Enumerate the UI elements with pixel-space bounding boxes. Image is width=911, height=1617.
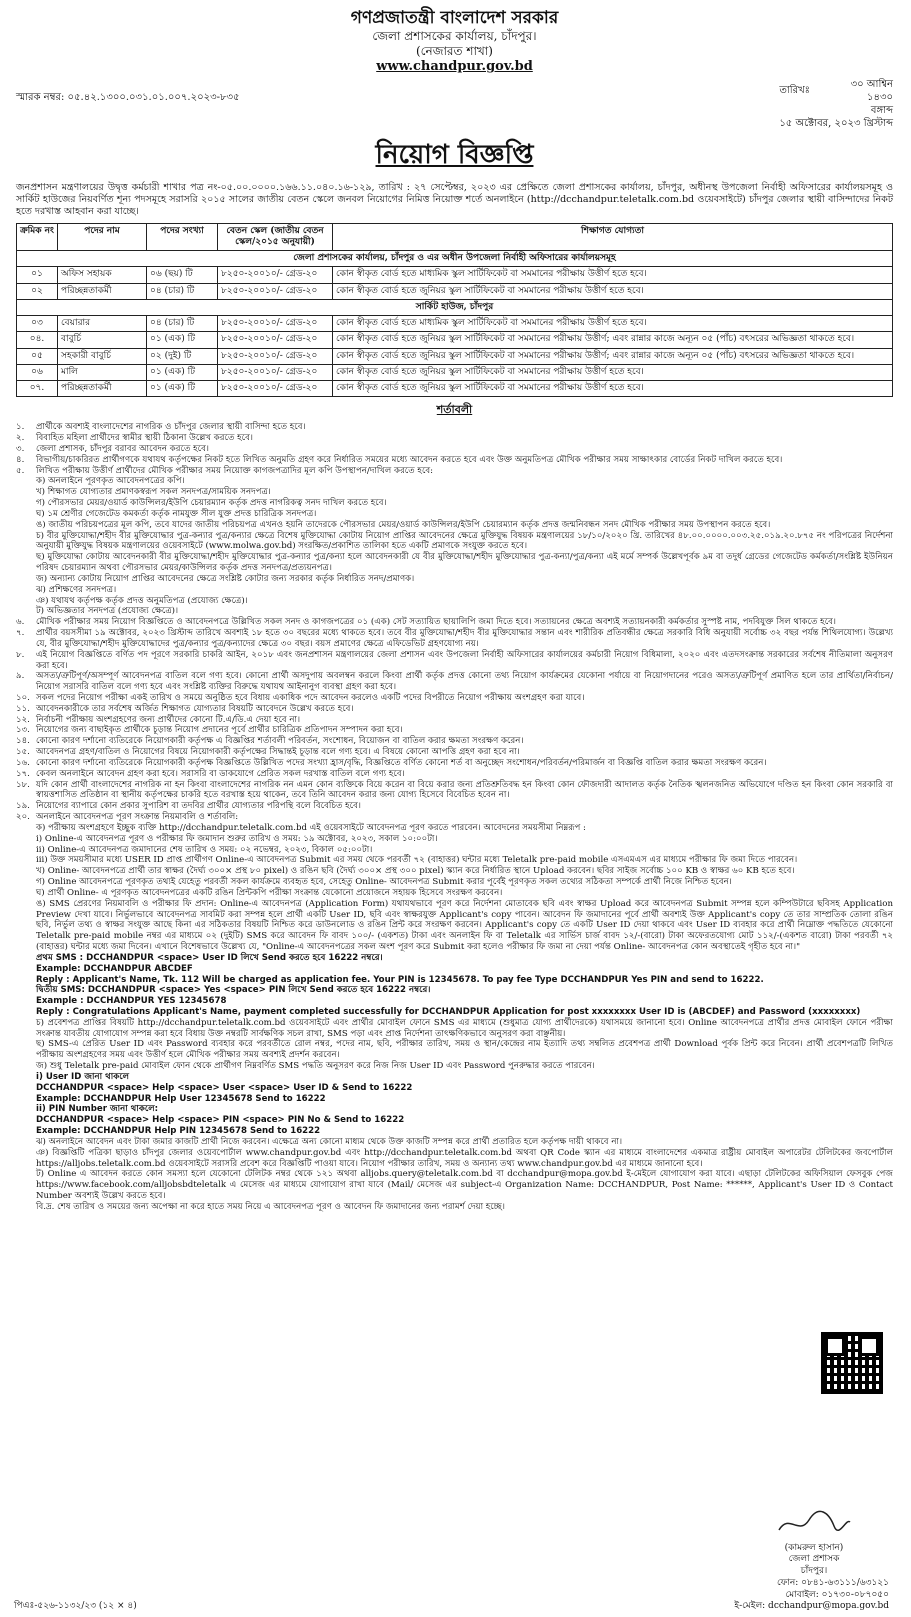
term-number: ১৪. <box>16 736 30 747</box>
office-name: জেলা প্রশাসকের কার্যালয়, চাঁদপুর। <box>372 29 537 44</box>
term-subitem: ঝ) অনলাইনে আবেদন এবং টাকা জমার কাজটি প্রার্থী নিজে করবেন। এক্ষেত্রে অন্য কোনো মাধ্যম থেকে উক্ত কাজটি সম্পন্ন করে প্রার্থী প্রতারিত হলে কর্তৃপক্ষ দায়ী থাকবে না। <box>36 1136 623 1147</box>
date-label: তারিখঃ <box>779 84 810 96</box>
term-text: লিখিত পরীক্ষায় উত্তীর্ণ প্রার্থীদের মৌখিক পরীক্ষার সময় নিয়োক্ত কাগজপত্রাদির মূল কপি উপস্থাপন/দাখিল করতে হবে: <box>36 465 434 476</box>
cell-serial: ০৬ <box>17 364 58 380</box>
term-text: মৌখিক পরীক্ষার সময় নিয়োগ বিজ্ঞপ্তিতে ও আবেদনপত্রে উল্লিখিত সকল সনদ ও কাগজপত্রের ০১ (এক) সেট সত্যায়িত ছায়ালিপি জমা দিতে হবে। সত্যায়নের ক্ষেত্রে অবশ্যই সত্যায়নকারী কর্মকর্তার সুস্পষ্ট নাম, পদবিযুক্ত সিল থাকতে হবে। <box>36 617 837 628</box>
term-text: কেবল অনলাইনে আবেদন গ্রহণ করা হবে। সরাসরি বা ডাকযোগে প্রেরিত সকল দরখাস্ত বাতিল বলে গণ্য হবে। <box>36 768 405 779</box>
cell-post: সহকারী বাবুর্চি <box>58 348 147 364</box>
term-subitem: ছ) SMS-এ প্রেরিত User ID এবং Password ব্যবহার করে পরবর্তীতে রোল নম্বর, পদের নাম, ছবি, পরীক্ষার তারিখ, সময় ও স্থান/কেন্দ্রের নাম ইত্যাদি তথ্য সম্বলিত প্রবেশপত্র প্রার্থী Download পূর্বক প্রিন্ট করে নিবেন। প্রার্থী প্রবেশপত্রটি লিখিত পরীক্ষায় অংশগ্রহণের সময় এবং উত্তীর্ণ হলে মৌখিক পরীক্ষার সময় অবশ্যই প্রদর্শন করবেন। <box>36 1039 893 1061</box>
term-number: ৪. <box>16 454 25 465</box>
term-subitem: ট) Online এ আবেদন করতে কোন সমস্যা হলে যেকোনো টেলিটক নম্বর থেকে ১২১ অথবা alljobs.query@teletalk.com.bd বা dcchandpur@mopa.gov.bd ই-মেইলে যোগাযোগ করা যাবে। এছাড়া টেলিটকের অফিসিয়াল ফেসবুক পেজ https://www.facebook.com/alljobsbdteletalk এ মেসেজ এর মাধ্যমে যোগাযোগ রাখা যাবে (Mail/ মেসেজ এর subject-এ Organization Name: DCCHANDPUR, Post Name: ******, Applicant's User ID ও Contact Number অবশ্যই উল্লেখ করতে হবে। <box>36 1169 893 1202</box>
cell-count: ০৬ (ছয়) টি <box>147 267 218 283</box>
cell-count: ০১ (এক) টি <box>147 364 218 380</box>
cell-qualification: কোন স্বীকৃত বোর্ড হতে জুনিয়র স্কুল সার্টিফিকেট বা সমমানের পরীক্ষায় উত্তীর্ণ হতে হবে। <box>333 283 893 299</box>
sms-instruction: প্রথম SMS : DCCHANDPUR <space> User ID লিখে Send করতে হবে 16222 নম্বরে। <box>36 952 383 963</box>
term-subitem: ট) অভিজ্ঞতার সনদপত্র (প্রযোজ্য ক্ষেত্রে)। <box>36 606 179 617</box>
sms-instruction: Example: DCCHANDPUR ABCDEF <box>36 963 193 974</box>
cell-count: ০১ (এক) টি <box>147 332 218 348</box>
term-subitem: জ) অন্যান্য কোটায় নিয়োগ প্রাপ্তির আবেদনের ক্ষেত্রে সংশ্লিষ্ট কোটার জন্য সরকার কর্তৃক নির্ধারিত সনদ/প্রমাণক। <box>36 573 415 584</box>
term-number: ১৬. <box>16 757 30 768</box>
term-number: ৭. <box>16 628 25 639</box>
term-item <box>16 769 893 780</box>
term-text: কোনো কারণ দর্শানো ব্যতিরেকে নিয়োগকারী কর্তৃপক্ষ এ বিজ্ঞপ্তির শর্তাবলী পরিবর্তন, সংশোধন, বিয়োজন বা বাতিল করার ক্ষমতা সংরক্ষণ করেন। <box>36 736 524 747</box>
cell-qualification: কোন স্বীকৃত বোর্ড হতে মাধ্যমিক স্কুল সার্টিফিকেট বা সমমানের পরীক্ষায় উত্তীর্ণ হতে হবে। <box>333 267 893 283</box>
table-row <box>17 348 893 364</box>
cell-qualification: কোন স্বীকৃত বোর্ড হতে জুনিয়র স্কুল সার্টিফিকেট বা সমমানের পরীক্ষায় উত্তীর্ণ; এবং রান্নার কাজে অন্যূন ০৫ (পাঁচ) বৎসরের অভিজ্ঞতা থাকতে হবে। <box>333 348 893 364</box>
term-text: বিবাহিত মহিলা প্রার্থীদের স্বামীর স্থায়ী ঠিকানা উল্লেখ করতে হবে। <box>36 433 253 444</box>
cell-scale: ৮২৫০-২০০১০/- গ্রেড-২০ <box>218 283 333 299</box>
term-subitem: ঞ) বিজ্ঞপ্তিটি পত্রিকা ছাড়াও চাঁদপুর জেলার ওয়েবপোর্টাল www.chandpur.gov.bd এবং http://dcchandpur.teletalk.com.bd অথবা QR Code স্ক্যান এর মাধ্যমে বাংলাদেশের একমাত্র রাষ্ট্রীয় মোবাইল অপারেটর টেলিটকের জবপোর্টাল https://alljobs.teletalk.com.bd ওয়েবসাইটে সরাসরি প্রবেশ করে বিজ্ঞপ্তিটি পাওয়া যাবে। নিয়োগ পরীক্ষার তারিখ, সময় ও অন্যান্য তথ্য www.chandpur.gov.bd এর মাধ্যমে জানানো হবে। <box>36 1147 893 1169</box>
term-item <box>16 617 893 628</box>
cell-qualification: কোন স্বীকৃত বোর্ড হতে জুনিয়র স্কুল সার্টিফিকেট বা সমমানের পরীক্ষায় উত্তীর্ণ হতে হবে। <box>333 381 893 397</box>
table-row <box>17 267 893 283</box>
intro-paragraph: জনপ্রশাসন মন্ত্রণালয়ের উদ্বৃত্ত কর্মচারী শাখার পত্র নং-০৫.০০.০০০০.১৬৬.১১.০৪০.১৬-১২৯, তারিখ : ২৭ সেপ্টেম্বর, ২০২৩ এর প্রেক্ষিতে জেলা প্রশাসকের কার্যালয়, চাঁদপুর, অধীনস্থ উপজেলা নির্বাহী অফিসারের কার্যালয়সমূহ ও সার্কিট হাউজের নিয়বর্ণিত শূন্য পদসমূহে সরাসরি ২০১৫ সালের জাতীয় বেতন স্কেলে জনবল নিয়োগের নিমিত্ত নিয়োক্ত শর্তে অনলাইনে (http://dcchandpur.teletalk.com.bd ওয়েবসাইটে) চাঁদপুর জেলার স্থায়ী বাসিন্দাদের নিকট হতে দরখাস্ত আহবান করা যাচ্ছে। <box>16 181 893 218</box>
contact-mobile: মোবাইল: ০১৭৩০-০৮৭০৫০ <box>785 1589 889 1600</box>
term-number: ১০. <box>16 692 30 703</box>
signature-icon <box>774 1508 854 1538</box>
header <box>16 8 893 76</box>
website-link[interactable]: www.chandpur.gov.bd <box>376 59 533 75</box>
col-qualification: শিক্ষাগত যোগ্যতা <box>333 223 893 251</box>
cell-scale: ৮২৫০-২০০১০/- গ্রেড-২০ <box>218 348 333 364</box>
term-number: ১৭. <box>16 768 30 779</box>
sms-instruction: Example: DCCHANDPUR Help User 12345678 Send to 16222 <box>36 1093 326 1104</box>
cell-serial: ০৩ <box>17 316 58 332</box>
col-scale: বেতন স্কেল (জাতীয় বেতন স্কেল/২০১৫ অনুযায়ী) <box>218 223 333 251</box>
contact-email: ই-মেইল: dcchandpur@mopa.gov.bd <box>734 1601 889 1612</box>
qr-code-icon <box>821 1332 883 1394</box>
term-subitem: ii) Online-এ আবেদনপত্র জমাদানের শেষ তারিখ ও সময়: ০২ নভেম্বর, ২০২৩, বিকাল ০৫:০০টা। <box>36 844 373 855</box>
term-text: নিয়োগের জন্য বাছাইকৃত প্রার্থীকে চূড়ান্ত নিয়োগ প্রদানের পূর্বে প্রার্থীর চারিত্রিক প্রতিপাদন সম্পাদন করা হবে। <box>36 725 403 736</box>
col-post: পদের নাম <box>58 223 147 251</box>
term-text: নিয়োগের ব্যাপারে কোন প্রকার সুপারিশ বা তদবির প্রার্থীর যোগ্যতার পরিপন্থি বলে বিবেচিত হবে। <box>36 801 361 812</box>
term-text: আবেদনকারীকে তার সর্বশেষ অর্জিত শিক্ষাগত যোগ্যতার বিষয়টি আবেদনে উল্লেখ করতে হবে। <box>36 703 354 714</box>
term-item <box>16 466 893 477</box>
term-subitem: ঘ) ১ম শ্রেণীর গেজেটেড কমকর্তা কর্তৃক নামযুক্ত সীল যুক্ত প্রদত্ত চারিত্রিক সনদপত্র। <box>36 508 317 519</box>
term-item <box>16 650 893 672</box>
table-row <box>17 364 893 380</box>
term-subitem: গ) পৌরসভার মেয়র/ওয়ার্ড কাউন্সিলর/ইউপি চেয়ারম্যান কর্তৃক প্রদত্ত নাগরিকত্ব সনদ দাখিল করতে হবে। <box>36 498 387 509</box>
cell-scale: ৮২৫০-২০০১০/- গ্রেড-২০ <box>218 381 333 397</box>
term-item <box>16 758 893 769</box>
memo-date <box>779 78 893 130</box>
term-subitem: iii) উক্ত সময়সীমার মধ্যে USER ID প্রাপ্ত প্রার্থীগণ Online-এ আবেদনপত্র Submit এর সময় থেকে পরবর্তী ৭২ (বাহাত্তর) ঘন্টার মধ্যে Teletalk pre-paid mobile এসএমএস এর মাধ্যমে পরীক্ষার ফি জমা দিতে পারবেন। <box>36 855 798 866</box>
date-bangla: ৩০ আশ্বিন ১৪৩০ বঙ্গাব্দ <box>850 78 893 116</box>
cell-post: বেয়ারার <box>58 316 147 332</box>
term-item <box>16 715 893 726</box>
term-subitem: ঞ) যথাযথ কর্তৃপক্ষ কর্তৃক প্রদত্ত অনুমতিপত্র (প্রযোজ্য ক্ষেত্রে)। <box>36 595 248 606</box>
contact-block <box>734 1578 889 1613</box>
term-subitem: গ) Online আবেদনপত্রে পূরণকৃত তথ্যই যেহেতু পরবর্তী সকল কার্যক্রমে ব্যবহৃত হবে, সেহেতু Online- আবেদনপত্র Submit করার পূর্বেই পূরণকৃত সকল তথ্যের সঠিকতা সম্পর্কে প্রার্থী নিজে নিশ্চিত হবেন। <box>36 877 732 888</box>
footer-code: পিএঃ-৫২৬-১১৩২/২৩ (১২ × ৪) <box>14 1601 137 1611</box>
term-text: কোনো কারণ দর্শানো ব্যতিরেকে নিয়োগকারী কর্তৃপক্ষ বিজ্ঞপ্তিতে উল্লিখিত পদের সংখ্যা হ্রাস/বৃদ্ধি, বিজ্ঞপ্তিতে বর্ণিত কোনো শর্ত বা অনুচ্ছেদ সংশোধন/পরিবর্তন/পরিমার্জন বা বিজ্ঞপ্তি বাতিল করার ক্ষমতা সংরক্ষণ করেন। <box>36 757 767 768</box>
cell-qualification: কোন স্বীকৃত বোর্ড হতে জুনিয়র স্কুল সার্টিফিকেট বা সমমানের পরীক্ষায় উত্তীর্ণ হতে হবে। <box>333 364 893 380</box>
cell-serial: ০১ <box>17 267 58 283</box>
col-serial: ক্রমিক নং <box>17 223 58 251</box>
term-subitem: ঙ) জাতীয় পরিচয়পত্রের মূল কপি, তবে যাদের জাতীয় পরিচয়পত্র এখনও হয়নি তাদেরকে পৌরসভার মেয়র/ওয়ার্ড কাউন্সিলর/ইউপি চেয়ারম্যান কর্তৃক প্রদত্ত জন্মনিবন্ধন সনদ মৌখিক পরীক্ষার সময় উপস্থাপন করতে হবে। <box>36 519 771 530</box>
term-number: ১৮. <box>16 779 30 790</box>
term-item <box>16 455 893 466</box>
term-item <box>16 433 893 444</box>
cell-count: ০৪ (চার) টি <box>147 316 218 332</box>
cell-post: মালি <box>58 364 147 380</box>
table-body <box>17 251 893 397</box>
cell-count: ০১ (এক) টি <box>147 381 218 397</box>
cell-qualification: কোন স্বীকৃত বোর্ড হতে জুনিয়র স্কুল সার্টিফিকেট বা সমমানের পরীক্ষায় উত্তীর্ণ; এবং রান্নার কাজে অন্যূন ০৫ (পাঁচ) বৎসরের অভিজ্ঞতা থাকতে হবে। <box>333 332 893 348</box>
term-subitem: চ) প্রবেশপত্র প্রাপ্তির বিষয়টি http://dcchandpur.teletalk.com.bd ওয়েবসাইটে এবং প্রার্থীর মোবাইল ফোনে SMS এর মাধ্যমে (শুধুমাত্র যোগ্য প্রার্থীদেরকে) যথাসময়ে জানানো হবে। Online আবেদনপত্রে প্রার্থীর প্রদত্ত মোবাইল ফোনে পরীক্ষা সংক্রান্ত যাবতীয় যোগাযোগ সম্পন্ন করা হবে বিধায় উক্ত নম্বরটি সার্বক্ষণিক সচল রাখা, SMS পড়া এবং প্রাপ্ত নির্দেশনা তাৎক্ষণিকভাবে অনুসরণ করা বাঞ্ছনীয়। <box>36 1017 893 1039</box>
term-subitem: বি.দ্র. শেষ তারিখ ও সময়ের জন্য অপেক্ষা না করে হাতে সময় নিয়ে এ আবেদনপত্র পূরণ ও আবেদন ফি জমাদানের জন্য পরামর্শ দেয়া হচ্ছে। <box>36 1201 505 1212</box>
cell-scale: ৮২৫০-২০০১০/- গ্রেড-২০ <box>218 364 333 380</box>
cell-scale: ৮২৫০-২০০১০/- গ্রেড-২০ <box>218 267 333 283</box>
term-text: প্রার্থীর বয়সসীমা ১৯ অক্টোবর, ২০২৩ খ্রিস্টাব্দ তারিখে অবশ্যই ১৮ হতে ৩০ বছরের মধ্যে থাকতে হবে। তবে বীর মুক্তিযোদ্ধা/শহীদ বীর মুক্তিযোদ্ধার সন্তান এবং শারীরিক প্রতিবন্ধীর ক্ষেত্রে সরকারি বিধি অনুযায়ী সর্বোচ্চ ৩২ বছর পর্যন্ত শিথিলযোগ্য। উল্লেখ্য যে, বীর মুক্তিযোদ্ধা/শহীদ মুক্তিযোদ্ধাদের পুত্র/কন্যার পুত্র/কন্যাদের ক্ষেত্রে ৩০ বছর। বয়স প্রমাণের ক্ষেত্রে এফিডেভিট গ্রহণযোগ্য নয়। <box>36 628 893 649</box>
cell-post: পরিচ্ছন্নতাকর্মী <box>58 381 147 397</box>
cell-post: অফিস সহায়ক <box>58 267 147 283</box>
term-subitem: ঘ) প্রার্থী Online- এ পূরণকৃত আবেদনপত্রের একটি রঙিন প্রিন্টকপি পরীক্ষা সংক্রান্ত যেকোনো প্রয়োজনে সহায়ক হিসেবে সংরক্ষণ করবেন। <box>36 887 503 898</box>
term-number: ৮. <box>16 649 25 660</box>
term-subitem: ঙ) SMS প্রেরণের নিয়মাবলি ও পরীক্ষার ফি প্রদান: Online-এ আবেদনপত্র (Application Form) যথাযথভাবে পূরণ করে নির্দেশনা মোতাবেক ছবি এবং স্বাক্ষর Upload করে আবেদনপত্র Submit সম্পন্ন হলে কম্পিউটারে ছবিসহ Application Preview দেখা যাবে। নির্ভুলভাবে আবেদনপত্র সাবমিট করা সম্পন্ন হলে প্রার্থী একটি User ID, ছবি এবং স্বাক্ষরযুক্ত Applicant's copy পাবেন। আবেদন ফি জমাদানের পূর্বে প্রার্থী অবশ্যই উক্ত Applicant's copy তে তার সাম্প্রতিক তোলা রঙিন ছবি, নির্ভুল তথ্য ও স্বাক্ষর সংযুক্ত আছে কিনা এর সঠিকতার বিষয়টি নিশ্চিত করে ডাউনলোড ও রঙিন প্রিন্ট করে সংরক্ষণ করবেন। Applicant's copy তে একটি User ID দেয়া থাকবে এবং User ID ব্যবহার করে প্রার্থী নিম্নোক্ত পদ্ধতিতে যেকোনো Teletalk pre-paid mobile নম্বর এর মাধ্যমে ০২ (দুইটি) SMS করে আবেদন ফি বাবদ ১০০/- (একশত) টাকা এবং অনলাইন ফি বা Teletalk এর সার্ভিস চার্জ বাবদ ১২/-(বারো) টাকা অফেরতযোগ্য মোট ১১২/-(একশত বারো) টাকা পরবর্তী ৭২ (বাহাত্তর) ঘন্টার মধ্যে জমা দিবেন। এখানে বিশেষভাবে উল্লেখ্য যে, "Online-এ আবেদনপত্রের সকল অংশ পূরণ করে Submit করা হলেও পরীক্ষার ফি জমা না দেয়া পর্যন্ত Online- আবেদনপত্র কোন অবস্থাতেই গৃহীত হবে না।" <box>36 898 893 953</box>
table-row <box>17 316 893 332</box>
cell-serial: ০৫ <box>17 348 58 364</box>
term-item <box>16 812 893 823</box>
section-title: জেলা প্রশাসকের কার্যালয়, চাঁদপুর ও এর অধীন উপজেলা নির্বাহী অফিসারের কার্যালয়সমূহ <box>17 251 893 267</box>
contact-phone: ফোন: ০৮৪১-৬৩১১১/৬৩১২১ <box>776 1578 889 1588</box>
term-subitem: জ) শুধু Teletalk pre-paid মোবাইল ফোন থেকে প্রার্থীগণ নিম্নবর্ণিত SMS পদ্ধতি অনুসরণ করে নিজ নিজ User ID এবং Password পুনরুদ্ধার করতে পারবেন। <box>36 1061 595 1072</box>
signatory-place: চাঁদপুর। <box>800 1566 828 1577</box>
term-subitem: খ) Online- আবেদনপত্রে প্রার্থী তার স্বাক্ষর (দৈর্ঘ্য ৩০০× প্রস্থ ৮০ pixel) ও রঙিন ছবি (দৈর্ঘ্য ৩০০× প্রস্থ ৩০০ pixel) স্ক্যান করে নির্ধারিত স্থানে Upload করবেন। ছবির সাইজ সর্বোচ্চ ১০০ KB ও স্বাক্ষর ৬০ KB হতে হবে। <box>36 866 795 877</box>
term-item <box>16 671 893 693</box>
cell-qualification: কোন স্বীকৃত বোর্ড হতে মাধ্যমিক স্কুল সার্টিফিকেট বা সমমানের পরীক্ষায় উত্তীর্ণ হতে হবে। <box>333 316 893 332</box>
sms-instruction: DCCHANDPUR <space> Help <space> User <space> User ID & Send to 16222 <box>36 1082 413 1093</box>
signatory-title: জেলা প্রশাসক <box>788 1554 840 1565</box>
term-number: ৫. <box>16 465 25 476</box>
sms-instruction: Reply : Congratulations Applicant's Name, payment completed successfully for DCCHANDPUR Application for post xxxxxxxx User ID is (ABCDEF) and Password (xxxxxxxx) <box>36 1007 861 1017</box>
term-text: অসত্য/ত্রুটিপূর্ণ/অসম্পূর্ণ আবেদনপত্র বাতিল বলে গণ্য হবে। কোনো প্রার্থী অসদুপায় অবলম্বন করলে কিংবা প্রার্থী কর্তৃক প্রদত্ত কোনো তথ্য নিয়োগ কার্যক্রমের যেকোনা পর্যায়ে বা নিয়োগদানের পরেও অসত্য/ত্রুটিপূর্ণ প্রমাণিত হলে তার প্রার্থিতা/নির্বাচন/নিয়োগ সরাসরি বাতিল বলে গণ্য হবে এবং সংশ্লিষ্ট ব্যক্তির বিরুদ্ধে যথাযথ আইনানুগ ব্যবস্থা গ্রহণ করা হবে। <box>36 671 893 693</box>
cell-serial: ০৪. <box>17 332 58 348</box>
term-number: ৬. <box>16 617 25 628</box>
term-text: অনলাইনে আবেদনপত্র পূরণ সংক্রান্ত নিয়মাবলি ও শর্তাবলি: <box>36 812 239 823</box>
term-item <box>16 422 893 433</box>
cell-serial: ০২ <box>17 283 58 299</box>
term-number: ১. <box>16 422 25 433</box>
term-number: ১১. <box>16 703 30 714</box>
term-subitem: খ) শিক্ষাগত যোগ্যতার প্রমাণকস্বরূপ সকল সনদপত্র/সাময়িক সনদপত্র। <box>36 487 271 498</box>
table-row <box>17 332 893 348</box>
section-row <box>17 299 893 315</box>
term-item <box>16 725 893 736</box>
section-row <box>17 251 893 267</box>
terms-list <box>16 422 893 1212</box>
term-subitem: চ) বীর মুক্তিযোদ্ধা/শহীদ বীর মুক্তিযোদ্ধার পুত্র-কন্যার পুত্র/কন্যার ক্ষেত্রে বিশেষ মুক্তিযোদ্ধা কোটায় নিয়োগ প্রাপ্তির আবেদনের ক্ষেত্রে মুক্তিযুদ্ধ বিষয়ক মন্ত্রণালয়ের ১৮/১০/২০২০ খ্রি. তারিখের ৪৮.০০.০০০০.০০৩.২৫.০১৯.২০.৮৭৫ নং পরিপত্রের নির্দেশনা অনুযায়ী মুক্তিযুদ্ধ বিষয়ক মন্ত্রণালয়ের ওয়েবসাইটে (www.molwa.gov.bd) সংরক্ষিত/প্রকাশিত তালিকা হতে একটি প্রমাণকে সংযুক্ত করতে হবে। <box>36 530 893 552</box>
date-english: ১৫ অক্টোবর, ২০২৩ খ্রিস্টাব্দ <box>779 117 893 129</box>
term-item <box>16 801 893 812</box>
col-count: পদের সংখ্যা <box>147 223 218 251</box>
cell-post: পরিচ্ছন্নতাকর্মী <box>58 283 147 299</box>
table-row <box>17 283 893 299</box>
term-subitem: ক) পরীক্ষায় অংশগ্রহণে ইচ্ছুক ব্যক্তি http://dcchandpur.teletalk.com.bd এই ওয়েবসাইটে আবেদনপত্র পূরণ করতে পারবেন। আবেদনের সময়সীমা নিম্নরূপ : <box>36 822 586 833</box>
term-item <box>16 444 893 455</box>
term-text: প্রার্থীকে অবশ্যই বাংলাদেশের নাগরিক ও চাঁদপুর জেলার স্থায়ী বাসিন্দা হতে হবে। <box>36 422 306 433</box>
term-subitem: ছ) মুক্তিযোদ্ধা কোটায় আবেদনকারী বীর মুক্তিযোদ্ধা/শহীদ মুক্তিযোদ্ধার পুত্র-কন্যার পুত্র/কন্যা হলে আবেদনকারী যে বীর মুক্তিযোদ্ধা/শহীদ মুক্তিযোদ্ধার পুত্র-কন্যা/পুত্র/কন্যা এই মর্মে সম্পর্ক উল্লেখপূর্বক ৯ম বা তদুর্ধ গ্রেডের গেজেটেড কর্মকর্তা/সংশ্লিষ্ট ইউনিয়ন পরিষদ চেয়ারম্যান অথবা পৌরসভার মেয়র/কাউন্সিলর কর্তৃক প্রদত্ত সনদপত্র/প্রত্যয়নপত্র। <box>36 552 893 574</box>
term-number: ২. <box>16 433 25 444</box>
term-item <box>16 693 893 704</box>
sms-instruction: দ্বিতীয় SMS: DCCHANDPUR <space> Yes <space> PIN লিখে Send করতে হবে 16222 নম্বরে। <box>36 985 431 996</box>
page-title: নিয়োগ বিজ্ঞপ্তি <box>375 139 534 170</box>
govt-name: গণপ্রজাতন্ত্রী বাংলাদেশ সরকার <box>350 8 559 28</box>
signature-block <box>739 1508 889 1578</box>
term-subitem: ঝ) প্রশিক্ষণের সনদপত্র। <box>36 584 117 595</box>
sms-instruction: Example: DCCHANDPUR Help PIN 12345678 Send to 16222 <box>36 1126 321 1137</box>
sms-instruction: DCCHANDPUR <space> Help <space> PIN <space> PIN No & Send to 16222 <box>36 1115 405 1126</box>
terms-title: শর্তাবলী <box>436 403 473 417</box>
term-text: সকল পদের নিয়োগ পরীক্ষা একই তারিখ ও সময়ে অনুষ্ঠিত হবে বিধায় একাধিক পদে আবেদন করলেও একটি পদের বিপরীতে নিয়োগ পরীক্ষায় অংশগ্রহণ করা যাবে। <box>36 692 585 703</box>
term-number: ২০. <box>16 812 30 823</box>
term-text: জেলা প্রশাসক, চাঁদপুর বরাবর আবেদন করতে হবে। <box>36 443 209 454</box>
term-item <box>16 628 893 650</box>
term-item <box>16 704 893 715</box>
term-subitem: ক) অনলাইনে পূরণকৃত আবেদনপত্রের কপি। <box>36 476 185 487</box>
term-text: যদি কোন প্রার্থী বাংলাদেশের নাগরিক না হন কিংবা বাংলাদেশের নাগরিক নন এমন কোন ব্যক্তিকে বিয়ে করেন বা বিয়ে করার জন্য প্রতিশ্রুতিবদ্ধ হন কিংবা কোন ফৌজদারী আদালত কর্তৃক নৈতিক স্খলনজনিত অভিযোগে দণ্ডিত হন কিংবা কোন সরকারি বা স্বায়ত্তশাসিত প্রতিষ্ঠান বা স্থানীয় কর্তৃপক্ষের চাকরি হতে বরখাস্ত হয়ে থাকেন, তবে তিনি আবেদন করার জন্য যোগ্য হিসেবে বিবেচিত হবেন না। <box>36 779 893 801</box>
term-number: ১২. <box>16 714 30 725</box>
term-number: ১৯. <box>16 801 30 812</box>
cell-post: বাবুর্চি <box>58 332 147 348</box>
term-item <box>16 736 893 747</box>
term-number: ১৫. <box>16 747 30 758</box>
sms-instruction: ii) PIN Number জানা থাকলে: <box>36 1104 159 1115</box>
table-row <box>17 381 893 397</box>
term-item <box>16 780 893 802</box>
cell-serial: ০৭. <box>17 381 58 397</box>
term-number: ৯. <box>16 671 25 682</box>
cell-count: ০৪ (চার) টি <box>147 283 218 299</box>
sms-instruction: Example : DCCHANDPUR YES 12345678 <box>36 996 227 1007</box>
vacancy-table <box>16 223 893 398</box>
signatory-name: (কামরুল হাসান) <box>784 1542 844 1553</box>
term-number: ১৩. <box>16 725 30 736</box>
cell-scale: ৮২৫০-২০০১০/- গ্রেড-২০ <box>218 332 333 348</box>
term-number: ৩. <box>16 443 25 454</box>
section-name: (নেজারত শাখা) <box>416 44 493 59</box>
term-item <box>16 747 893 758</box>
section-title: সার্কিট হাউজ, চাঁদপুর <box>17 299 893 315</box>
sms-instruction: Reply : Applicant's Name, Tk. 112 Will be charged as application fee. Your PIN is 12345678. To pay fee Type DCCHANDPUR Yes PIN and send to 16222. <box>36 974 764 985</box>
cell-count: ০২ (দুই) টি <box>147 348 218 364</box>
term-text: নির্বাচনী পরীক্ষায় অংশগ্রহণের জন্য প্রার্থীদের কোনো টি.এ/ডি.এ দেয়া হবে না। <box>36 714 301 725</box>
sms-instruction: i) User ID জানা থাকলে <box>36 1071 130 1082</box>
term-subitem: i) Online-এ আবেদনপত্র পূরণ ও পরীক্ষার ফি জমাদান শুরুর তারিখ ও সময়: ১৯ অক্টোবর, ২০২৩, সকাল ১০:০০টা। <box>36 833 438 844</box>
table-header-row <box>17 223 893 251</box>
memo-row <box>16 78 893 130</box>
term-text: বিভাগীয়/চাকরিরত প্রার্থীগণকে যথাযথ কর্তৃপক্ষের নিকট হতে লিখিত অনুমতি গ্রহণ করে নির্ধারিত সময়ের মধ্যে আবেদন করতে হবে এবং উক্ত অনুমতিপত্র মৌখিক পরীক্ষার সময় সাক্ষাৎকার বোর্ডের নিকট দাখিল করতে হবে। <box>36 454 783 465</box>
cell-scale: ৮২৫০-২০০১০/- গ্রেড-২০ <box>218 316 333 332</box>
memo-number: স্মারক নম্বর: ০৫.৪২.১৩০০.০৩১.০১.০০৭.২০২৩-৮৩৫ <box>16 91 240 103</box>
term-text: এই নিয়োগ বিজ্ঞপ্তিতে বর্ণিত পদ পূরণে সরকারি চাকরি আইন, ২০১৮ এবং জনপ্রশাসন মন্ত্রণালয়ের জেলা প্রশাসন এবং উপজেলা নির্বাহী অফিসারের কার্যালয়ের কর্মচারী নিয়োগ বিধিমালা, ২০২০ এবং এতদসংক্রান্ত সরকারের সর্বশেষ নীতিমালা অনুসরণ করা হবে। <box>36 649 893 671</box>
term-text: আবেদনপত্র গ্রহণ/বাতিল ও নিয়োগের বিষয়ে নিয়োগকারী কর্তৃপক্ষের সিদ্ধান্তই চূড়ান্ত বলে গণ্য হবে। এ বিষয়ে কোনো আপত্তি গ্রহণ করা হবে না। <box>36 747 520 758</box>
